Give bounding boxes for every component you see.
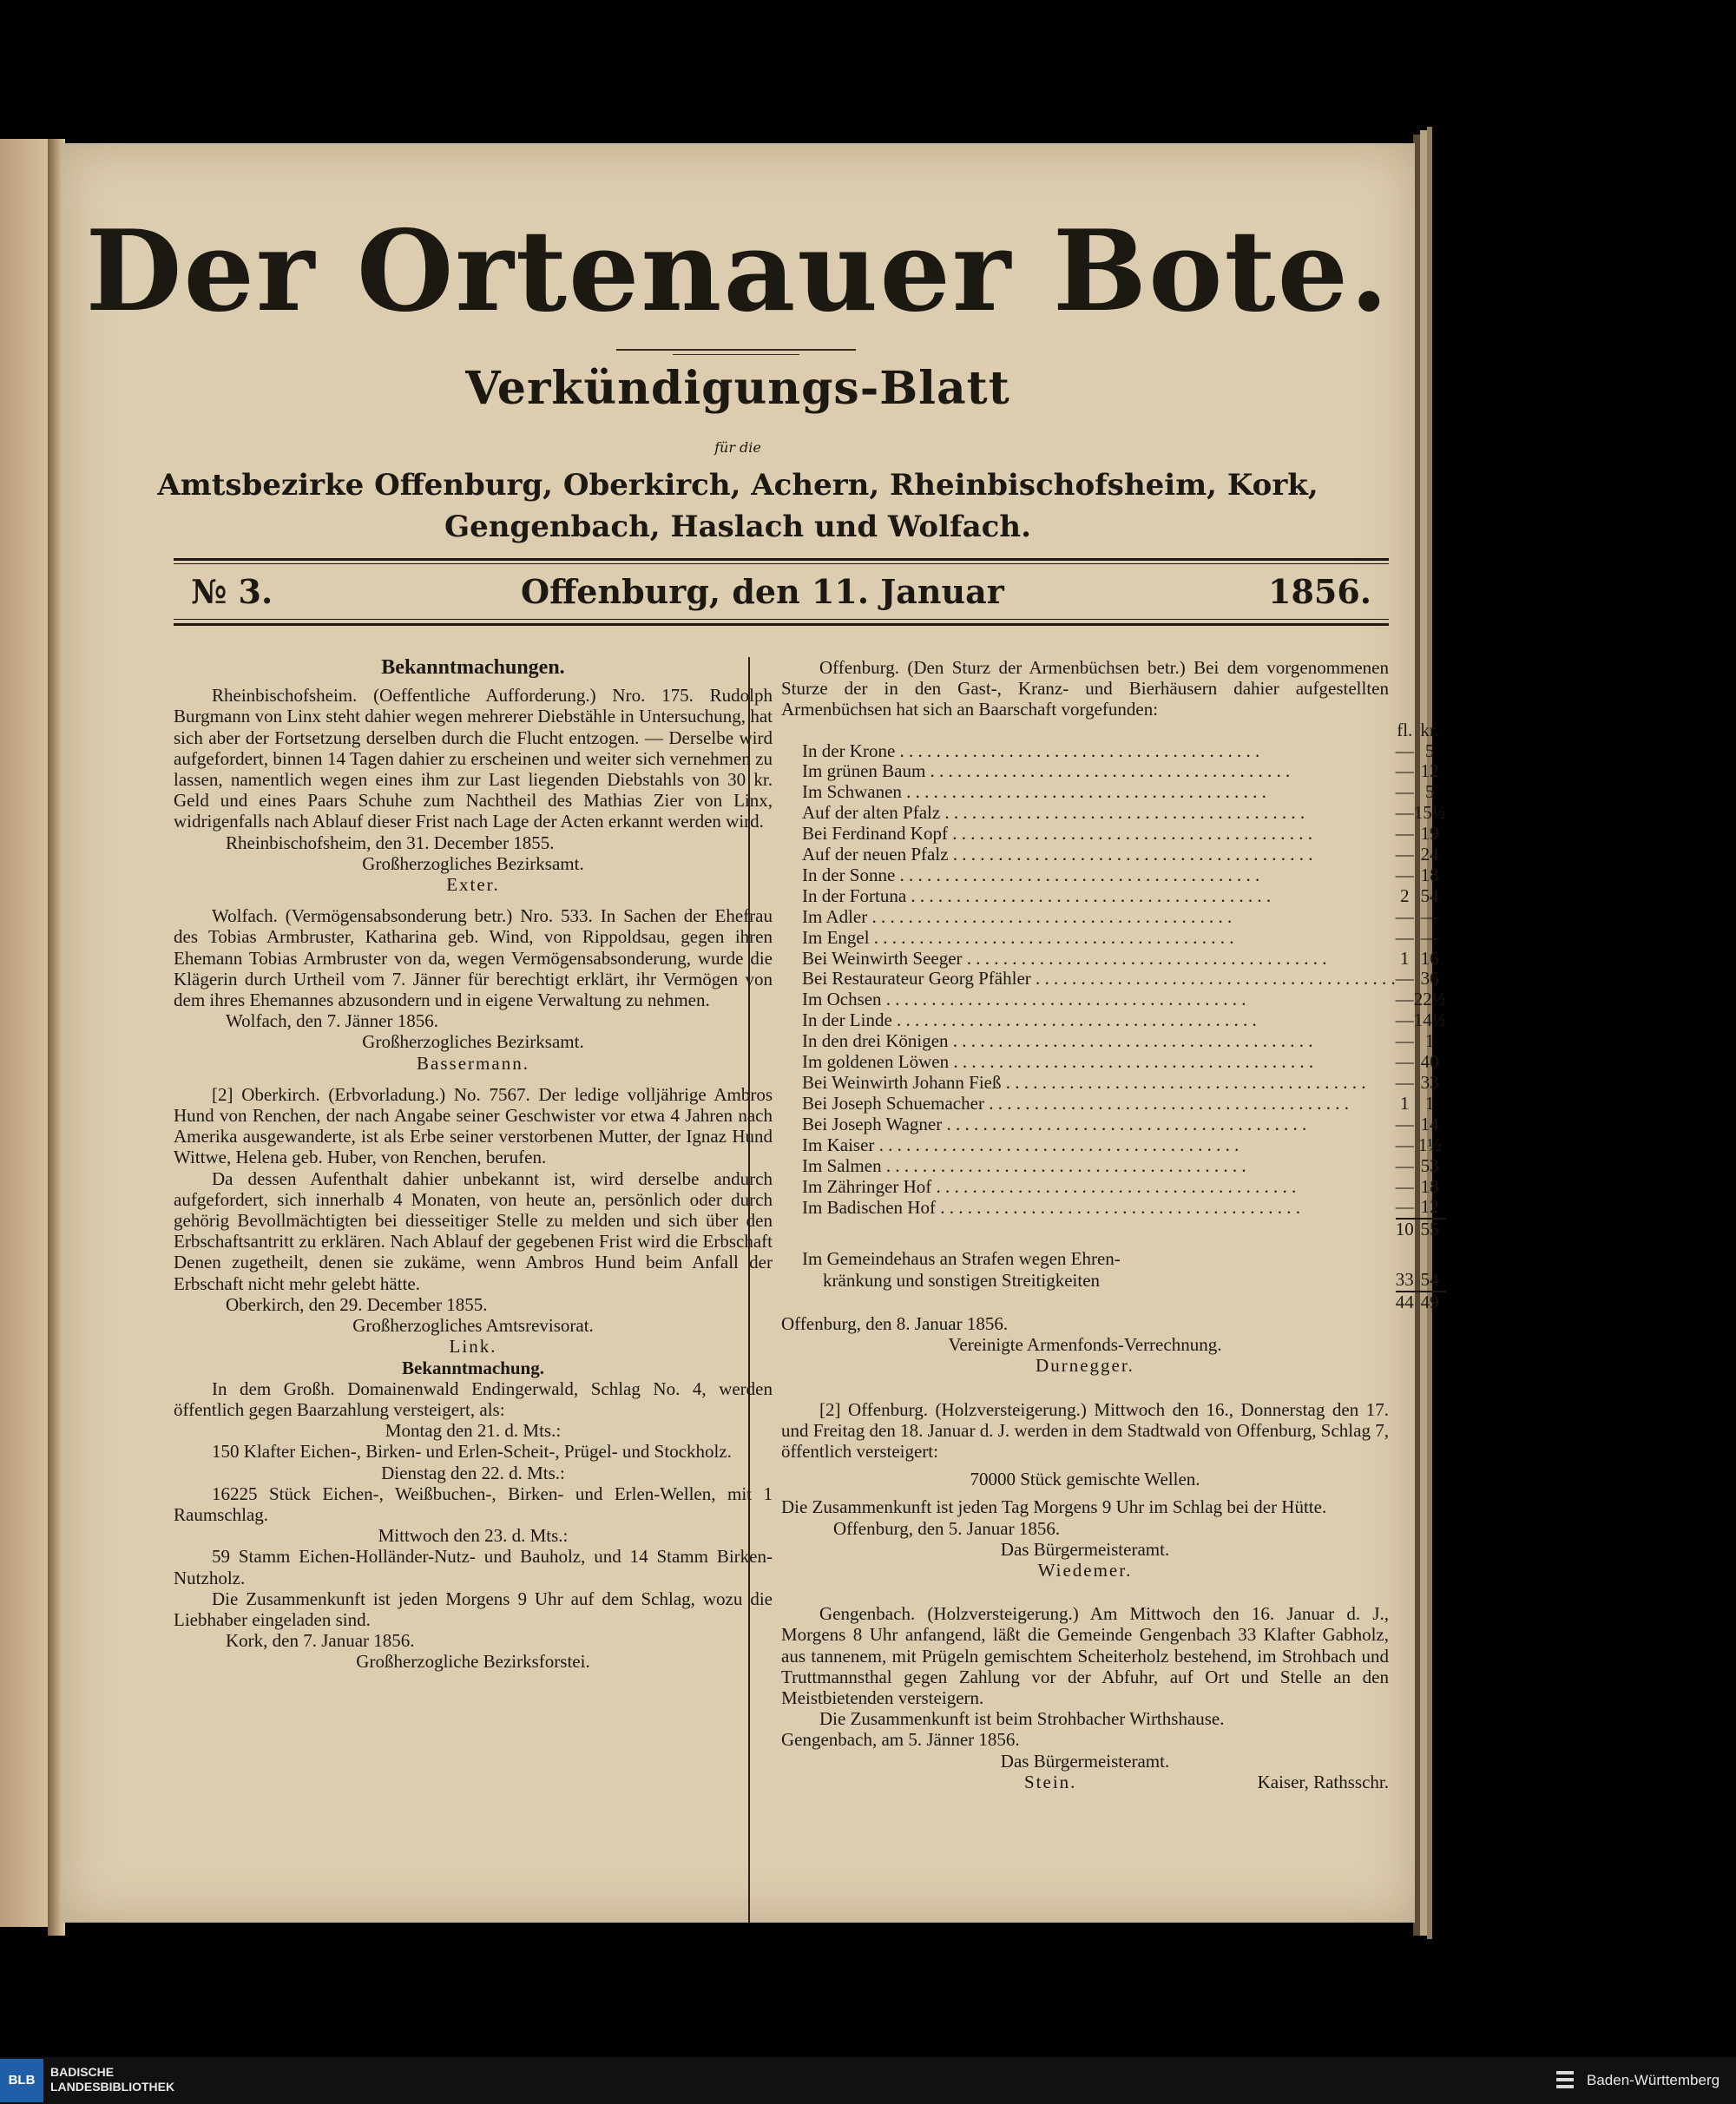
column-header-kr: kr. bbox=[1420, 719, 1439, 740]
auction-item: 70000 Stück gemischte Wellen. bbox=[970, 1469, 1200, 1490]
notice-text: Die Zusammenkunft ist jeden Tag Morgens 9 Uhr im Schlag bei der Hütte. bbox=[781, 1496, 1327, 1518]
auction-day: Mittwoch den 23. d. Mts.: bbox=[378, 1525, 569, 1547]
notice-date: Gengenbach, am 5. Jänner 1856. bbox=[781, 1729, 1020, 1751]
gemeinde-fl: 33 bbox=[1395, 1269, 1414, 1291]
table-row bbox=[802, 845, 1446, 865]
notice-date: Rheinbischofsheim, den 31. December 1855. bbox=[226, 832, 555, 853]
library-name-line: BADISCHE bbox=[50, 2065, 115, 2079]
notice-signatures bbox=[781, 1772, 1389, 1792]
row-fl: — bbox=[1395, 1009, 1414, 1031]
baden-wuerttemberg-lions-icon[interactable] bbox=[1554, 2068, 1576, 2094]
table-row bbox=[802, 741, 1446, 762]
notice-text: In dem Großh. Domainenwald Endingerwald, Schlag No. 4, werden öffentlich gegen Baarzahlung versteigert, als: bbox=[174, 1377, 773, 1420]
row-kr: 12 bbox=[1420, 760, 1439, 782]
row-fl: — bbox=[1395, 844, 1414, 865]
row-fl: — bbox=[1395, 926, 1414, 948]
table-row bbox=[802, 803, 1446, 824]
notice-offenburg-holz bbox=[781, 1399, 1389, 1581]
row-fl: — bbox=[1395, 864, 1414, 885]
row-fl: — bbox=[1395, 1051, 1414, 1073]
notice-office: Großherzogliche Bezirksforstei. bbox=[356, 1651, 590, 1673]
table-header bbox=[802, 720, 1446, 741]
notice-office: Großherzogliches Bezirksamt. bbox=[362, 852, 584, 874]
issue-year: 1856. bbox=[1268, 572, 1371, 611]
row-fl: — bbox=[1395, 1113, 1414, 1134]
row-name: Im Salmen . . . . . . . . . . . . . . . . . . . . . . . . . . . . . . . . . . . . . . . . bbox=[802, 1155, 1246, 1176]
total-kr: 49 bbox=[1414, 1292, 1446, 1313]
row-name: Bei Restaurateur Georg Pfähler . . . . . . . . . . . . . . . . . . . . . . . . . . . . . . . . . . . . . . . . bbox=[802, 969, 1396, 990]
library-name-line: LANDESBIBLIOTHEK bbox=[50, 2080, 175, 2094]
notice-text: [2] Offenburg. (Holzversteigerung.) Mittwoch den 16., Donnerstag den 17. und Freitag den 18. Januar d. J. werden in dem Stadtwald von Offenburg, Schlag 7, öffentlich versteigert: bbox=[781, 1398, 1389, 1462]
notice-date: Wolfach, den 7. Jänner 1856. bbox=[226, 1010, 438, 1032]
row-name: Bei Weinwirth Seeger . . . . . . . . . . . . . . . . . . . . . . . . . . . . . . . . . . . . . . . . bbox=[802, 948, 1327, 969]
dateline-rule-top bbox=[174, 563, 1389, 564]
row-fl: — bbox=[1395, 989, 1414, 1010]
notice-office: Vereinigte Armenfonds-Verrechnung. bbox=[948, 1334, 1222, 1356]
section-heading: Bekanntmachungen. bbox=[381, 656, 565, 679]
row-kr: 12 bbox=[1420, 1196, 1439, 1218]
dateline-rule-top bbox=[174, 558, 1389, 561]
row-kr: 18 bbox=[1420, 1175, 1439, 1197]
state-name[interactable]: Baden-Württemberg bbox=[1587, 2072, 1720, 2088]
row-fl: — bbox=[1395, 968, 1414, 990]
issue-place-date: Offenburg, den 11. Januar bbox=[521, 572, 1004, 611]
table-row bbox=[802, 1073, 1446, 1094]
notice-text: Die Zusammenkunft ist beim Strohbacher Wirthshause. bbox=[819, 1708, 1225, 1730]
auction-day: Dienstag den 22. d. Mts.: bbox=[381, 1462, 565, 1483]
row-kr: 33 bbox=[1420, 1072, 1439, 1094]
notice-date: Oberkirch, den 29. December 1855. bbox=[226, 1293, 488, 1315]
left-page-edge bbox=[0, 139, 54, 1927]
row-fl: 1 bbox=[1400, 947, 1410, 969]
collection-table bbox=[802, 720, 1446, 1313]
title-rule bbox=[673, 354, 799, 355]
row-fl: — bbox=[1395, 905, 1414, 927]
row-kr: 14 bbox=[1420, 1113, 1439, 1134]
notice-text: Offenburg. (Den Sturz der Armenbüchsen betr.) Bei dem vorgenommenen Sturze der in den Gast-, Kranz- und Bierhäusern dahier aufgestellten Armenbüchsen hat sich an Baarschaft vorgefunden: bbox=[781, 657, 1389, 720]
row-name: Im Schwanen . . . . . . . . . . . . . . . . . . . . . . . . . . . . . . . . . . . . . . . . bbox=[802, 782, 1266, 803]
total-fl: 44 bbox=[1395, 1292, 1414, 1313]
table-row bbox=[802, 886, 1446, 907]
notice-oberkirch bbox=[174, 1084, 773, 1358]
blb-logo[interactable]: BLB bbox=[0, 2059, 43, 2102]
subtotal-row bbox=[802, 1219, 1446, 1240]
row-fl: — bbox=[1395, 1134, 1414, 1155]
notice-text: Rheinbischofsheim. (Oeffentliche Aufforderung.) Nro. 175. Rudolph Burgmann von Linx steht dahier wegen mehrerer Diebstähle in Untersuchung, hat sich aber der Fortsetzung derselben durch die Flucht entzogen. — Derselbe wird aufgefordert, binnen 14 Tagen dahier zu erscheinen und weiter sich vernehmen zu lassen, namentlich wegen eines ihm zur Last liegenden Diebstahls von 30 kr. Geld und eines Paars Schuhe zum Nachtheil des Mathias Zier von Linx, widrigenfalls nach Ablauf dieser Frist nach Lage der Acten erkannt werden wird. bbox=[174, 685, 773, 832]
notice-text: Wolfach. (Vermögensabsonderung betr.) Nro. 533. In Sachen der Ehefrau des Tobias Armbruster, Katharina geb. Wind, von Rippoldsau, gegen ihren Ehemann Tobias Armbruster von da, wegen Vermögensabsonderung, wurde die Klägerin durch Urtheil vom 7. Jänner für berechtigt erklärt, ihr Vermögen von dem ihres Ehemannes abzusondern und in eigene Verwaltung zu nehmen. bbox=[174, 905, 773, 1011]
notice-signature: Kaiser, Rathsschr. bbox=[1257, 1771, 1389, 1792]
table-row bbox=[802, 1010, 1446, 1031]
row-kr: 5 bbox=[1424, 781, 1435, 803]
row-name: Im goldenen Löwen . . . . . . . . . . . . . . . . . . . . . . . . . . . . . . . . . . . . . . . . bbox=[802, 1052, 1314, 1073]
row-kr: 40 bbox=[1420, 1051, 1439, 1073]
row-name: Im Ochsen . . . . . . . . . . . . . . . . . . . . . . . . . . . . . . . . . . . . . . . . bbox=[802, 990, 1246, 1010]
row-fl: — bbox=[1395, 1072, 1414, 1094]
gemeinde-row bbox=[802, 1270, 1446, 1292]
row-kr: 53 bbox=[1420, 1154, 1439, 1176]
row-kr: — bbox=[1420, 926, 1439, 948]
row-kr: 24 bbox=[1420, 844, 1439, 865]
row-name: In den drei Königen . . . . . . . . . . . . . . . . . . . . . . . . . . . . . . . . . . . . . . . . bbox=[802, 1031, 1313, 1052]
right-column bbox=[781, 657, 1446, 1792]
subtotal-fl: 10 bbox=[1395, 1219, 1414, 1240]
auction-item: 16225 Stück Eichen-, Weißbuchen-, Birken- und Erlen-Wellen, mit 1 Raumschlag. bbox=[174, 1483, 773, 1525]
table-row bbox=[802, 949, 1446, 970]
row-name: Bei Joseph Wagner . . . . . . . . . . . . . . . . . . . . . . . . . . . . . . . . . . . . . . . . bbox=[802, 1114, 1307, 1134]
gemeinde-row bbox=[802, 1240, 1446, 1270]
subtitle-connector: für die bbox=[714, 439, 761, 456]
auction-day: Montag den 21. d. Mts.: bbox=[385, 1420, 562, 1442]
column-header-fl: fl. bbox=[1397, 719, 1413, 740]
notice-text: Die Zusammenkunft ist jeden Morgens 9 Uhr auf dem Schlag, wozu die Liebhaber eingeladen sind. bbox=[174, 1588, 773, 1630]
notice-heading: Bekanntmachung. bbox=[402, 1357, 544, 1378]
subtotal-kr: 55 bbox=[1414, 1219, 1446, 1240]
notice-kork bbox=[174, 1358, 773, 1673]
row-name: Im grünen Baum . . . . . . . . . . . . . . . . . . . . . . . . . . . . . . . . . . . . . . . . bbox=[802, 761, 1291, 782]
notice-office: Großherzogliches Bezirksamt. bbox=[362, 1031, 584, 1053]
row-kr: 1½ bbox=[1418, 1134, 1442, 1155]
districts-line: Amtsbezirke Offenburg, Oberkirch, Achern, Rheinbischofsheim, Kork, bbox=[157, 468, 1318, 503]
notice-text: [2] Oberkirch. (Erbvorladung.) No. 7567. Der ledige volljährige Ambros Hund von Renchen, der nach Angabe seiner Geschwister vor etwa 4 Jahren nach Amerika ausgewanderte, ist als Erbe seiner verstorbenen Mutter, der Ignaz Hund Wittwe, Helena geb. Huber, von Renchen, berufen. bbox=[174, 1083, 773, 1168]
gemeinde-label: kränkung und sonstigen Streitigkeiten bbox=[823, 1270, 1101, 1291]
table-row bbox=[802, 907, 1446, 928]
notice-date: Offenburg, den 8. Januar 1856. bbox=[781, 1312, 1009, 1334]
notice-wolfach bbox=[174, 905, 773, 1074]
notice-armenbuechsen bbox=[781, 657, 1446, 1377]
collection-rows bbox=[802, 741, 1446, 1220]
newspaper-page bbox=[61, 143, 1446, 1923]
library-name[interactable] bbox=[50, 2065, 174, 2094]
notice-office: Das Bürgermeisteramt. bbox=[1000, 1750, 1170, 1772]
row-fl: — bbox=[1395, 781, 1414, 803]
row-kr: 1 bbox=[1424, 1092, 1435, 1114]
row-name: In der Linde . . . . . . . . . . . . . . . . . . . . . . . . . . . . . . . . . . . . . . . . bbox=[802, 1010, 1257, 1031]
table-row bbox=[802, 1156, 1446, 1177]
notice-text: Da dessen Aufenthalt dahier unbekannt ist, wird derselbe andurch aufgefordert, sich innerhalb 4 Monaten, von heute an, persönlich oder durch gehörig Bevollmächtigten bei diesseitiger Stelle zu melden und sich über den Erbschaftsantritt zu erklären. Nach Ablauf der gegebenen Frist wird die Erbschaft Denen zugetheilt, denen sie zukäme, wenn Ambros Hund beim Anfall der Erbschaft nicht mehr gelebt hätte. bbox=[174, 1167, 773, 1294]
row-fl: — bbox=[1395, 740, 1414, 761]
notice-date: Kork, den 7. Januar 1856. bbox=[226, 1630, 415, 1652]
row-kr: 54 bbox=[1420, 884, 1439, 906]
row-fl: 2 bbox=[1400, 884, 1410, 906]
notice-signature: Bassermann. bbox=[417, 1052, 529, 1074]
table-row bbox=[802, 969, 1446, 990]
gemeinde-kr: 54 bbox=[1420, 1269, 1439, 1291]
row-name: Bei Weinwirth Johann Fieß . . . . . . . . . . . . . . . . . . . . . . . . . . . . . . . . . . . . . . . . bbox=[802, 1073, 1366, 1094]
row-name: Im Adler . . . . . . . . . . . . . . . . . . . . . . . . . . . . . . . . . . . . . . . . bbox=[802, 906, 1233, 927]
row-fl: — bbox=[1395, 1030, 1414, 1052]
row-name: In der Fortuna . . . . . . . . . . . . . . . . . . . . . . . . . . . . . . . . . . . . . . . . bbox=[802, 885, 1272, 906]
auction-item: 150 Klafter Eichen-, Birken- und Erlen-Scheit-, Prügel- und Stockholz. bbox=[212, 1441, 732, 1463]
viewer-footer bbox=[0, 2057, 1736, 2104]
gemeinde-label: Im Gemeindehaus an Strafen wegen Ehren- bbox=[802, 1248, 1121, 1270]
table-row bbox=[802, 761, 1446, 782]
notice-text: Gengenbach. (Holzversteigerung.) Am Mittwoch den 16. Januar d. J., Morgens 8 Uhr anfangend, läßt die Gemeinde Gengenbach 33 Klafter Gabholz, aus tannenem, mit Prügeln gemischtem Scheiterholz bestehend, im Strohbach und Truttmannsthal gegen Zahlung vor der Abfuhr, auf Ort und Stelle an den Meistbietenden versteigern. bbox=[781, 1603, 1389, 1709]
row-name: In der Sonne . . . . . . . . . . . . . . . . . . . . . . . . . . . . . . . . . . . . . . . . bbox=[802, 865, 1260, 885]
row-name: Im Kaiser . . . . . . . . . . . . . . . . . . . . . . . . . . . . . . . . . . . . . . . . bbox=[802, 1134, 1240, 1155]
table-row bbox=[802, 1135, 1446, 1156]
table-row bbox=[802, 1052, 1446, 1073]
row-name: Auf der neuen Pfalz . . . . . . . . . . . . . . . . . . . . . . . . . . . . . . . . . . . . . . . . bbox=[802, 845, 1313, 865]
newspaper-subtitle: Verkündigungs-Blatt bbox=[465, 362, 1010, 415]
notice-signature: Exter. bbox=[446, 874, 500, 896]
row-kr: 15½ bbox=[1413, 802, 1446, 824]
row-kr: 1 bbox=[1424, 1030, 1435, 1052]
row-name: Bei Joseph Schuemacher . . . . . . . . . . . . . . . . . . . . . . . . . . . . . . . . . . . . . . . . bbox=[802, 1093, 1349, 1114]
left-column bbox=[174, 657, 773, 1673]
row-fl: — bbox=[1395, 760, 1414, 782]
row-kr: 16 bbox=[1420, 947, 1439, 969]
districts-list bbox=[61, 464, 1415, 548]
notice-signature: Durnegger. bbox=[1036, 1355, 1134, 1377]
row-kr: 22½ bbox=[1413, 989, 1446, 1010]
issue-number: № 3. bbox=[191, 572, 273, 611]
table-row bbox=[802, 928, 1446, 949]
notice-date: Offenburg, den 5. Januar 1856. bbox=[833, 1517, 1061, 1539]
table-row bbox=[802, 1031, 1446, 1052]
table-row bbox=[802, 782, 1446, 803]
newspaper-title: Der Ortenauer Bote. bbox=[85, 207, 1391, 337]
table-row bbox=[802, 1177, 1446, 1198]
row-kr: 36 bbox=[1420, 968, 1439, 990]
title-rule bbox=[616, 349, 856, 351]
row-name: Bei Ferdinand Kopf . . . . . . . . . . . . . . . . . . . . . . . . . . . . . . . . . . . . . . . . bbox=[802, 824, 1312, 845]
row-name: Im Badischen Hof . . . . . . . . . . . . . . . . . . . . . . . . . . . . . . . . . . . . . . . . bbox=[802, 1197, 1300, 1218]
notice-office: Das Bürgermeisteramt. bbox=[1000, 1538, 1170, 1560]
dateline-rule-bottom bbox=[174, 623, 1389, 626]
row-kr: 19 bbox=[1420, 823, 1439, 845]
notice-gengenbach bbox=[781, 1603, 1389, 1792]
row-fl: — bbox=[1395, 1175, 1414, 1197]
notice-signature: Stein. bbox=[1024, 1771, 1077, 1792]
total-row bbox=[802, 1292, 1446, 1313]
row-fl: — bbox=[1395, 1196, 1414, 1218]
row-fl: — bbox=[1395, 823, 1414, 845]
row-name: Im Engel . . . . . . . . . . . . . . . . . . . . . . . . . . . . . . . . . . . . . . . . bbox=[802, 927, 1234, 948]
row-fl: — bbox=[1395, 1154, 1414, 1176]
row-name: In der Krone . . . . . . . . . . . . . . . . . . . . . . . . . . . . . . . . . . . . . . . . bbox=[802, 740, 1260, 761]
row-fl: — bbox=[1395, 802, 1414, 824]
table-row bbox=[802, 824, 1446, 845]
districts-line: Gengenbach, Haslach und Wolfach. bbox=[444, 510, 1031, 544]
row-kr: — bbox=[1420, 905, 1439, 927]
row-kr: 14½ bbox=[1413, 1009, 1446, 1031]
notice-rheinbischofsheim bbox=[174, 685, 773, 895]
dateline-rule-bottom bbox=[174, 619, 1389, 620]
table-row bbox=[802, 865, 1446, 886]
table-row bbox=[802, 1114, 1446, 1135]
row-kr: 18 bbox=[1420, 864, 1439, 885]
row-name: Auf der alten Pfalz . . . . . . . . . . . . . . . . . . . . . . . . . . . . . . . . . . . . . . . . bbox=[802, 803, 1305, 824]
table-row bbox=[802, 1094, 1446, 1114]
auction-item: 59 Stamm Eichen-Holländer-Nutz- und Bauholz, und 14 Stamm Birken-Nutzholz. bbox=[174, 1546, 773, 1588]
row-fl: 1 bbox=[1400, 1092, 1410, 1114]
row-name: Im Zähringer Hof . . . . . . . . . . . . . . . . . . . . . . . . . . . . . . . . . . . . . . . . bbox=[802, 1176, 1297, 1197]
table-row bbox=[802, 1197, 1446, 1219]
row-kr: 5 bbox=[1424, 740, 1435, 761]
table-row bbox=[802, 990, 1446, 1010]
notice-signature: Link. bbox=[449, 1336, 497, 1358]
notice-signature: Wiedemer. bbox=[1037, 1560, 1133, 1581]
notice-office: Großherzogliches Amtsrevisorat. bbox=[352, 1315, 594, 1337]
